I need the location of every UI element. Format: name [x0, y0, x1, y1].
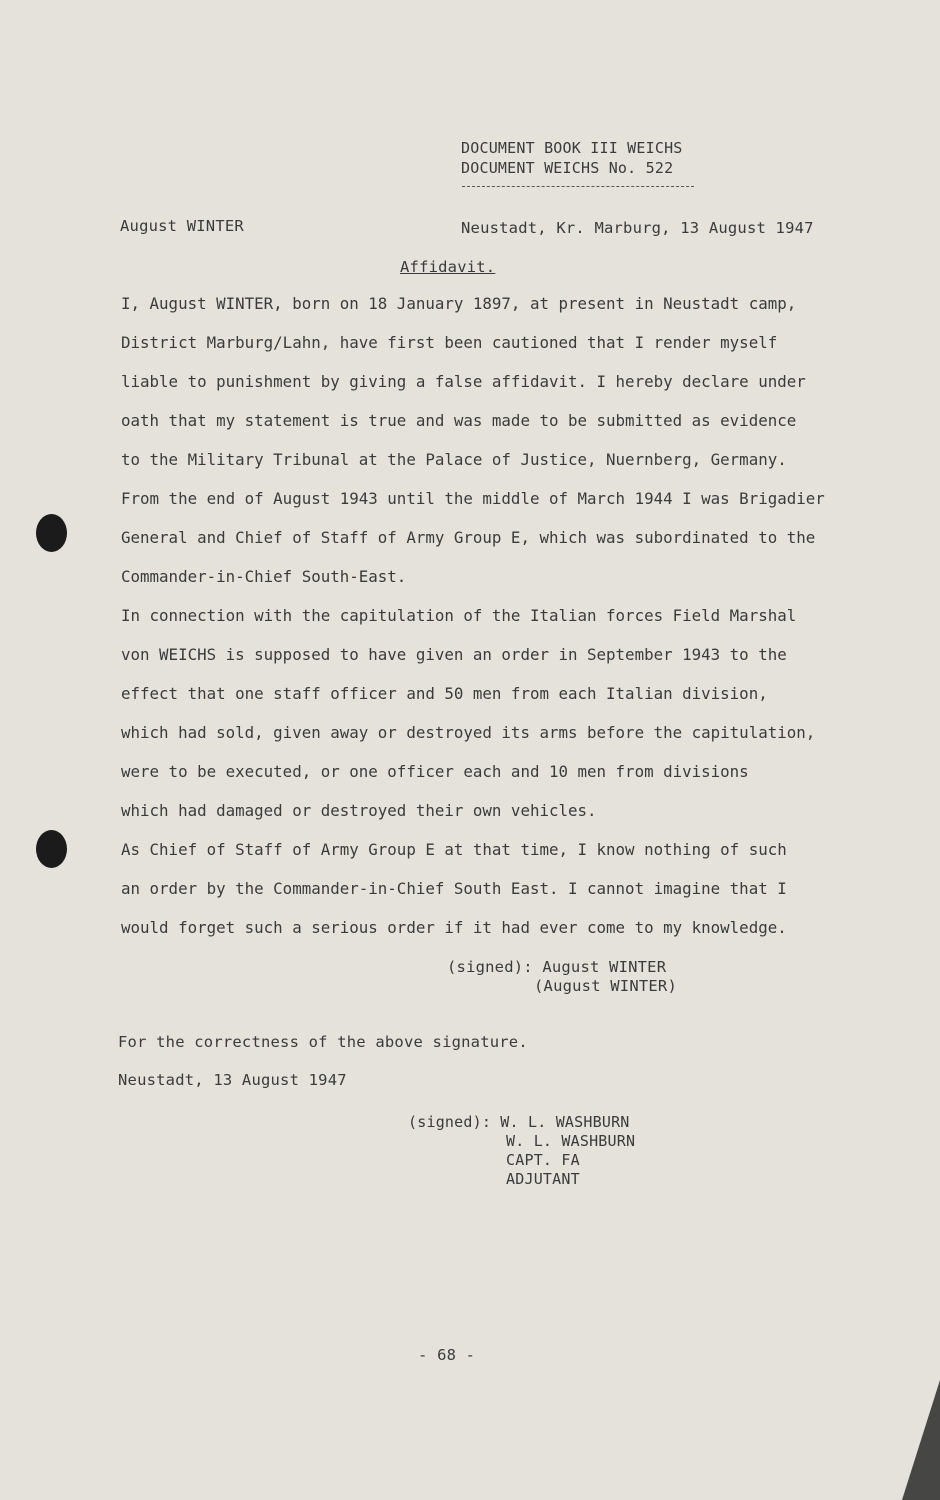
- folded-corner: [902, 1380, 940, 1500]
- affidavit-body: [121, 292, 825, 955]
- body-line: to the Military Tribunal at the Palace of Justice, Nuernberg, Germany.: [121, 450, 787, 469]
- signature-name: W. L. WASHBURN: [506, 1132, 636, 1150]
- body-line: General and Chief of Staff of Army Group E, which was subordinated to the: [121, 528, 816, 547]
- body-line: In connection with the capitulation of the Italian forces Field Marshal: [121, 606, 797, 625]
- author-name: August WINTER: [120, 217, 244, 235]
- punch-hole: [36, 514, 67, 552]
- certification-date: Neustadt, 13 August 1947: [118, 1071, 347, 1089]
- header-rule: [462, 186, 694, 187]
- signature-line: (signed): August WINTER: [447, 958, 667, 976]
- place-date: Neustadt, Kr. Marburg, 13 August 1947: [461, 219, 814, 237]
- signature-title: ADJUTANT: [506, 1170, 580, 1188]
- punch-hole: [36, 830, 67, 868]
- signature-name: (August WINTER): [534, 977, 677, 995]
- header-line-2: DOCUMENT WEICHS No. 522: [461, 159, 674, 177]
- document-header: [461, 138, 683, 178]
- body-line: which had sold, given away or destroyed its arms before the capitulation,: [121, 723, 816, 742]
- affiant-signature: [447, 958, 677, 996]
- certification-text: For the correctness of the above signature.: [118, 1033, 528, 1051]
- body-line: were to be executed, or one officer each and 10 men from divisions: [121, 762, 749, 781]
- body-line: effect that one staff officer and 50 men from each Italian division,: [121, 684, 768, 703]
- body-line: would forget such a serious order if it had ever come to my knowledge.: [121, 918, 787, 937]
- signature-rank: CAPT. FA: [506, 1151, 580, 1169]
- body-line: liable to punishment by giving a false affidavit. I hereby declare under: [121, 372, 806, 391]
- body-line: an order by the Commander-in-Chief South East. I cannot imagine that I: [121, 879, 787, 898]
- certifier-signature: [408, 1113, 635, 1189]
- document-title: Affidavit.: [400, 258, 496, 276]
- signature-line: (signed): W. L. WASHBURN: [408, 1113, 630, 1131]
- header-line-1: DOCUMENT BOOK III WEICHS: [461, 139, 683, 157]
- body-line: District Marburg/Lahn, have first been cautioned that I render myself: [121, 333, 778, 352]
- body-line: which had damaged or destroyed their own vehicles.: [121, 801, 597, 820]
- body-line: Commander-in-Chief South-East.: [121, 567, 407, 586]
- body-line: From the end of August 1943 until the middle of March 1944 I was Brigadier: [121, 489, 825, 508]
- body-line: oath that my statement is true and was made to be submitted as evidence: [121, 411, 797, 430]
- page-number: - 68 -: [418, 1346, 476, 1364]
- body-line: von WEICHS is supposed to have given an order in September 1943 to the: [121, 645, 787, 664]
- body-line: I, August WINTER, born on 18 January 1897, at present in Neustadt camp,: [121, 294, 797, 313]
- body-line: As Chief of Staff of Army Group E at that time, I know nothing of such: [121, 840, 787, 859]
